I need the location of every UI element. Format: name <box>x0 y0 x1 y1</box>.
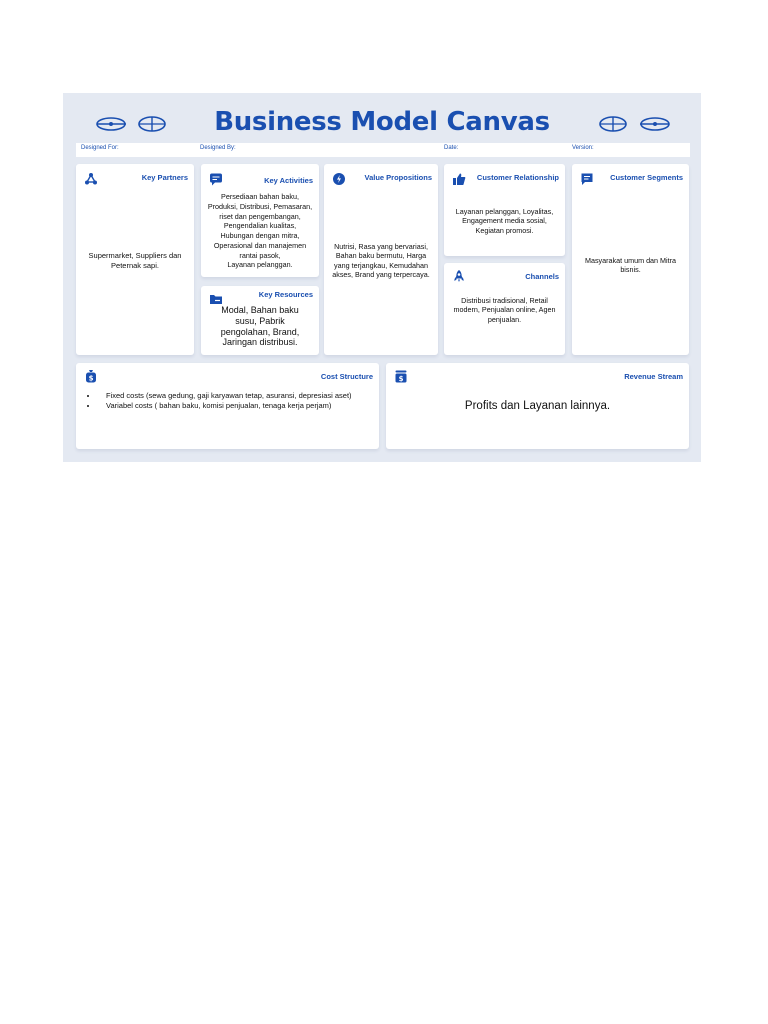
page-title: Business Model Canvas <box>214 107 550 137</box>
customer-relationship-list <box>446 207 563 235</box>
activity-line: Pengendalian kualitas, <box>223 221 297 231</box>
designed-for-label[interactable]: Designed For: <box>81 145 119 151</box>
resource-line: pengolahan, Brand, <box>220 326 300 337</box>
customer-segments-list <box>574 256 687 275</box>
activity-line: Operasional dan manajemen <box>213 240 307 250</box>
relationship-line: Engagement media sosial, <box>462 216 547 226</box>
revenue-stream-card <box>386 363 689 449</box>
message-icon <box>580 172 594 186</box>
activity-line: riset dan pengembangan, <box>219 211 301 221</box>
svg-text:$: $ <box>398 375 404 383</box>
key-partners-text: Supermarket, Suppliers dan Peternak sapi. <box>88 251 182 270</box>
channel-line: modern, Penjualan online, Agen <box>453 305 556 315</box>
customer-segments-card <box>572 164 689 355</box>
revenue-stream-text: Profits dan Layanan lainnya. <box>464 400 611 412</box>
cost-item: • Variabel costs ( bahan baku, komisi penjualan, tenaga kerja perjam) <box>98 401 352 411</box>
key-activities-title: Key Activities <box>264 176 313 185</box>
version-label[interactable]: Version: <box>572 145 594 151</box>
segment-line: bisnis. <box>620 265 641 275</box>
activity-line: Produksi, Distribusi, Pemasaran, <box>207 201 313 211</box>
value-propositions-card <box>324 164 438 355</box>
key-resources-list <box>205 305 315 348</box>
cash-stack-icon <box>394 369 408 383</box>
key-activities-list <box>203 192 317 270</box>
value-line: Nutrisi, Rasa yang bervariasi, <box>334 242 428 251</box>
customer-relationship-title: Customer Relationship <box>476 173 559 182</box>
cost-item: • Fixed costs (sewa gedung, gaji karyawan tetap, asuransi, depresiasi aset) <box>98 391 352 401</box>
key-resources-card <box>201 286 319 355</box>
business-model-canvas <box>63 93 701 462</box>
cost-structure-card <box>76 363 379 449</box>
channel-line: penjualan. <box>487 314 522 324</box>
designed-by-label[interactable]: Designed By: <box>200 145 236 151</box>
key-partners-card <box>76 164 194 355</box>
resource-line: Jaringan distribusi. <box>222 337 298 348</box>
value-line: Bahan baku bermutu, Harga <box>335 251 427 261</box>
network-icon <box>84 172 98 186</box>
chat-icon <box>209 172 223 186</box>
resource-line: susu, Pabrik <box>235 315 285 326</box>
resource-line: Modal, Bahan baku <box>221 305 299 315</box>
value-line: yang terjangkau, Kemudahan <box>334 260 428 270</box>
key-partners-title: Key Partners <box>141 173 188 182</box>
relationship-line: Layanan pelanggan, Loyalitas, <box>455 207 554 216</box>
activity-line: rantai pasok, <box>239 250 281 260</box>
svg-text:$: $ <box>88 374 94 383</box>
channel-line: Distribusi tradisional, Retail <box>461 296 548 305</box>
money-bag-icon <box>84 369 98 383</box>
activity-line: Persediaan bahan baku, <box>221 192 299 201</box>
thumbs-up-icon <box>452 172 466 186</box>
customer-segments-title: Customer Segments <box>610 173 683 182</box>
value-propositions-list <box>326 242 436 279</box>
customer-relationship-card <box>444 164 565 256</box>
activity-line: Layanan pelanggan. <box>227 260 293 270</box>
channels-title: Channels <box>525 272 559 281</box>
value-propositions-title: Value Propositions <box>364 173 432 182</box>
gift-icon <box>332 172 346 186</box>
meta-bar <box>76 143 690 157</box>
cost-structure-list <box>84 391 352 411</box>
key-activities-card <box>201 164 319 277</box>
segment-line: Masyarakat umum dan Mitra <box>584 256 677 265</box>
folder-icon <box>209 292 223 306</box>
channels-list <box>446 296 563 324</box>
relationship-line: Kegiatan promosi. <box>475 225 534 235</box>
revenue-stream-title: Revenue Stream <box>624 372 683 381</box>
cost-structure-title: Cost Structure <box>320 372 373 381</box>
value-line: akses, Brand yang terpercaya. <box>332 270 430 280</box>
channels-card <box>444 263 565 355</box>
rocket-icon <box>452 269 466 283</box>
key-resources-title: Key Resources <box>258 290 313 299</box>
activity-line: Hubungan dengan mitra, <box>220 231 300 241</box>
date-label[interactable]: Date: <box>444 145 459 151</box>
